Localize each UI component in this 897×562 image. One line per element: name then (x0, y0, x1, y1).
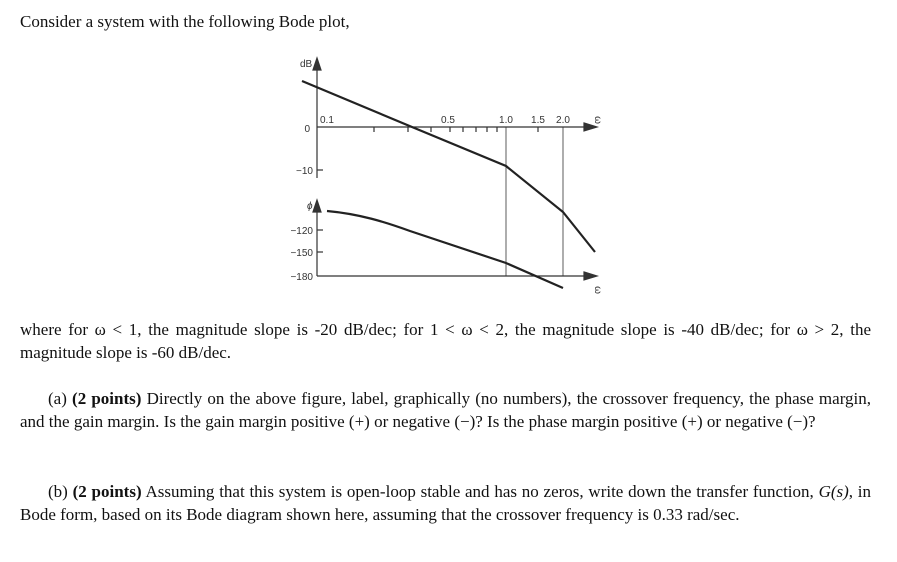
freq-label-2.0: 2.0 (556, 115, 570, 126)
mag-axis-label: dB (300, 59, 313, 70)
freq-label-1.5: 1.5 (531, 115, 545, 126)
magnitude-curve (302, 81, 595, 252)
slope-description: where for ω < 1, the magnitude slope is -20 dB/dec; for 1 < ω < 2, the magnitude slope is -40 dB/dec; for ω > 2, the magnitude slope is -60 dB/dec. (20, 320, 871, 362)
freq-label-0.5: 0.5 (441, 115, 455, 126)
intro-text: Consider a system with the following Bode plot, (20, 12, 350, 31)
phase-x-arrow (584, 272, 597, 280)
tick-label-minus180: −180 (290, 272, 313, 283)
mag-freq-axis-label: ω (592, 116, 603, 124)
part-a (20, 387, 871, 433)
tick-label-minus150: −150 (290, 248, 313, 259)
part-b-text-2: , in Bode form, based on its Bode diagram shown here, assuming that the crossover frequency is 0.33 rad/sec. (20, 482, 872, 524)
part-a-label: (a) (48, 389, 67, 408)
part-b (20, 480, 871, 526)
freq-label-1.0: 1.0 (499, 115, 513, 126)
part-b-text-1: Assuming that this system is open-loop stable and has no zeros, write down the transfer function, (145, 482, 814, 501)
part-a-text: Directly on the above figure, label, graphically (no numbers), the crossover frequency, the phase margin, and the gain margin. Is the gain margin positive (+) or negative (−)? Is the phase margin positive (+) or negative (−)? (20, 389, 872, 431)
transfer-function-symbol: G(s) (818, 482, 849, 501)
phase-freq-axis-label: ω (592, 286, 603, 294)
part-a-points: (2 points) (72, 389, 142, 408)
tick-label-0: 0 (304, 124, 310, 135)
tick-label-minus10: −10 (296, 166, 313, 177)
phase-y-arrow (313, 200, 321, 212)
part-b-points: (2 points) (72, 482, 142, 501)
phase-axis-label: ϕ (307, 201, 313, 212)
freq-minor-ticks (374, 127, 538, 132)
freq-label-0.1: 0.1 (320, 115, 334, 126)
mag-x-arrow (584, 123, 597, 131)
mag-y-arrow (313, 58, 321, 70)
tick-label-minus120: −120 (290, 226, 313, 237)
part-b-label: (b) (48, 482, 68, 501)
